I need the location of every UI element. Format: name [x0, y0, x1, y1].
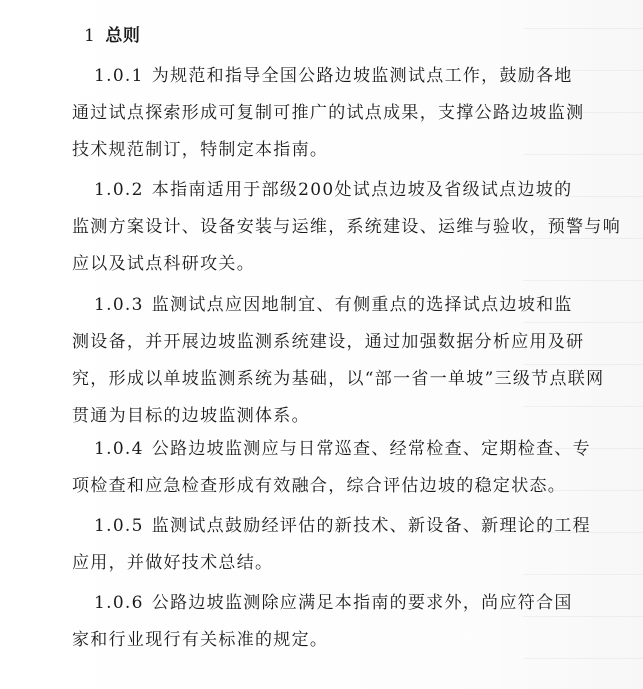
clause-line: 应以及试点科研攻关。: [72, 254, 255, 274]
clause-line: [84, 431, 624, 468]
clause-text: 公路边坡监测应与日常巡查、经常检查、定期检查、专: [151, 439, 591, 459]
clause-line: 家和行业现行有关标准的规定。: [72, 630, 329, 650]
clause-1-0-3: [72, 287, 624, 435]
clause-1-0-1: [72, 58, 624, 169]
clause-line: 监测方案设计、设备安装与运维，系统建设、运维与验收，预警与响: [72, 217, 621, 237]
clause-line: [84, 585, 624, 622]
clause-line: [84, 287, 624, 324]
clause-line: 项检查和应急检查形成有效融合，综合评估边坡的稳定状态。: [72, 476, 567, 496]
clause-code: 1.0.5: [94, 516, 144, 536]
clause-text: 监测试点应因地制宜、有侧重点的选择试点边坡和监: [151, 295, 573, 315]
clause-line: [84, 58, 624, 95]
section-heading: [84, 22, 140, 50]
clause-text: 本指南适用于部级200处试点边坡及省级试点边坡的: [151, 180, 573, 200]
clause-line: [84, 508, 624, 545]
clause-line: 技术规范制订，特制定本指南。: [72, 140, 329, 160]
clause-1-0-6: [72, 585, 624, 659]
clause-code: 1.0.2: [94, 180, 144, 200]
section-title: 总则: [105, 26, 141, 46]
clause-1-0-5: [72, 508, 624, 582]
clause-line: 测设备，并开展边坡监测系统建设，通过加强数据分析应用及研: [72, 332, 585, 352]
clause-code: 1.0.3: [94, 295, 144, 315]
clause-line: 究，形成以单坡监测系统为基础，以“部一省一单坡”三级节点联网: [72, 369, 605, 389]
clause-line: 应用，并做好技术总结。: [72, 553, 274, 573]
section-number: 1: [84, 26, 96, 46]
clause-1-0-2: [72, 172, 624, 283]
clause-code: 1.0.6: [94, 593, 144, 613]
clause-text: 为规范和指导全国公路边坡监测试点工作，鼓励各地: [151, 66, 573, 86]
clause-line: [84, 172, 624, 209]
clause-text: 监测试点鼓励经评估的新技术、新设备、新理论的工程: [151, 516, 591, 536]
clause-code: 1.0.1: [94, 66, 144, 86]
clause-code: 1.0.4: [94, 439, 144, 459]
clause-1-0-4: [72, 431, 624, 505]
clause-line: 贯通为目标的边坡监测体系。: [72, 406, 310, 426]
clause-text: 公路边坡监测除应满足本指南的要求外，尚应符合国: [151, 593, 573, 613]
clause-line: 通过试点探索形成可复制可推广的试点成果，支撑公路边坡监测: [72, 103, 585, 123]
